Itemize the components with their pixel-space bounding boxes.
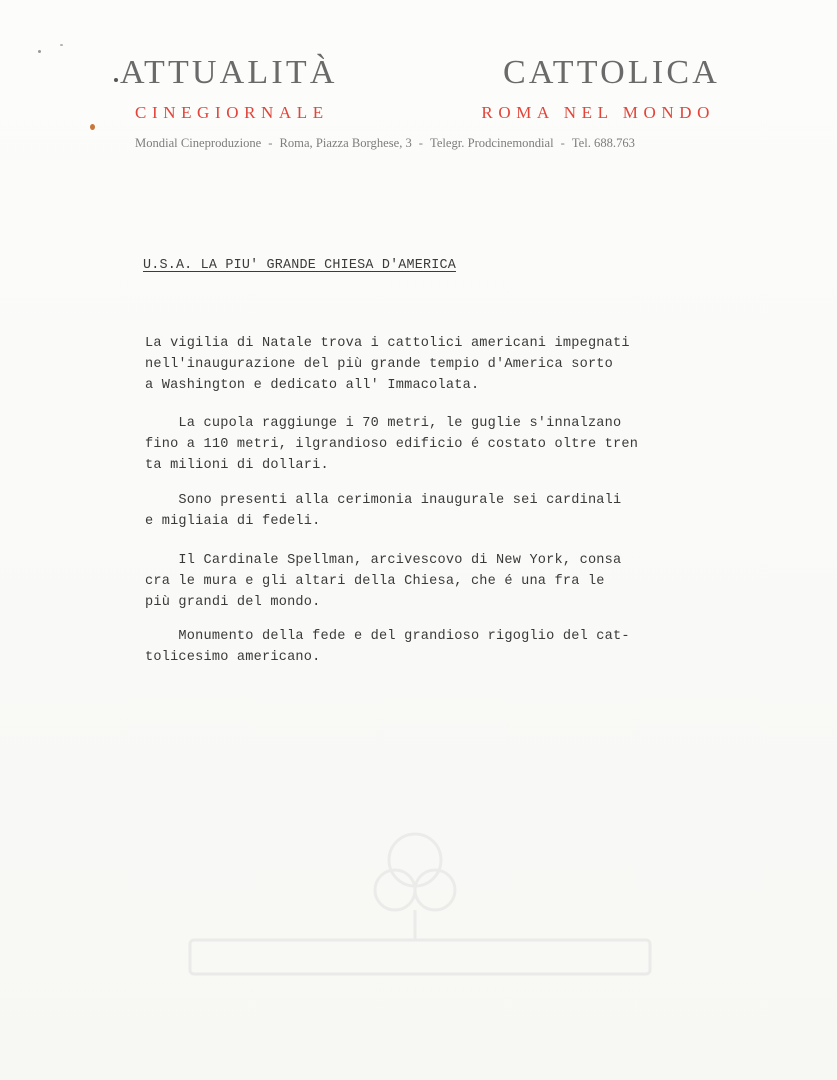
letterhead-title xyxy=(120,54,720,92)
paper-speck xyxy=(38,50,41,53)
letterhead-subtitle-left: CINEGIORNALE xyxy=(135,103,329,122)
text-line: a Washington e dedicato all' Immacolata. xyxy=(145,378,480,393)
text-line: e migliaia di fedeli. xyxy=(145,514,321,529)
letterhead-subtitle xyxy=(135,103,715,123)
text-line: più grandi del mondo. xyxy=(145,595,321,610)
paragraph-4 xyxy=(145,550,705,613)
letterhead-address xyxy=(135,136,635,151)
text-line: La vigilia di Natale trova i cattolici americani impegnati xyxy=(145,336,630,351)
text-line: Sono presenti alla cerimonia inaugurale sei cardinali xyxy=(145,493,622,508)
letterhead-title-right: CATTOLICA xyxy=(502,54,720,91)
paragraph-2 xyxy=(145,413,705,476)
paper-speck xyxy=(60,44,63,46)
text-line: cra le mura e gli altari della Chiesa, che é una fra le xyxy=(145,574,605,589)
text-line: tolicesimo americano. xyxy=(145,650,321,665)
text-line: La cupola raggiunge i 70 metri, le guglie s'innalzano xyxy=(145,416,622,431)
letterhead-title-left: ATTUALITÀ xyxy=(120,54,338,91)
address-street: Roma, Piazza Borghese, 3 xyxy=(279,136,412,150)
address-separator: - xyxy=(418,136,423,150)
text-line: ta milioni di dollari. xyxy=(145,458,329,473)
address-separator: - xyxy=(268,136,273,150)
document-heading: U.S.A. LA PIU' GRANDE CHIESA D'AMERICA xyxy=(143,258,456,273)
address-phone: Tel. 688.763 xyxy=(571,136,635,150)
address-separator: - xyxy=(560,136,565,150)
paper-speck xyxy=(90,124,95,130)
watermark-emblem-icon xyxy=(170,820,670,990)
paragraph-3 xyxy=(145,490,705,532)
text-line: Monumento della fede e del grandioso rigoglio del cat- xyxy=(145,629,630,644)
paragraph-1 xyxy=(145,333,705,396)
text-line: fino a 110 metri, ilgrandioso edificio é costato oltre tren xyxy=(145,437,639,452)
letterhead-dot xyxy=(114,78,118,82)
letterhead-subtitle-right: ROMA NEL MONDO xyxy=(481,103,715,122)
text-line: nell'inaugurazione del più grande tempio d'America sorto xyxy=(145,357,614,372)
address-company: Mondial Cineproduzione xyxy=(135,136,262,150)
address-telegram: Telegr. Prodcinemondial xyxy=(430,136,554,150)
paragraph-5 xyxy=(145,626,705,668)
text-line: Il Cardinale Spellman, arcivescovo di New York, consa xyxy=(145,553,622,568)
